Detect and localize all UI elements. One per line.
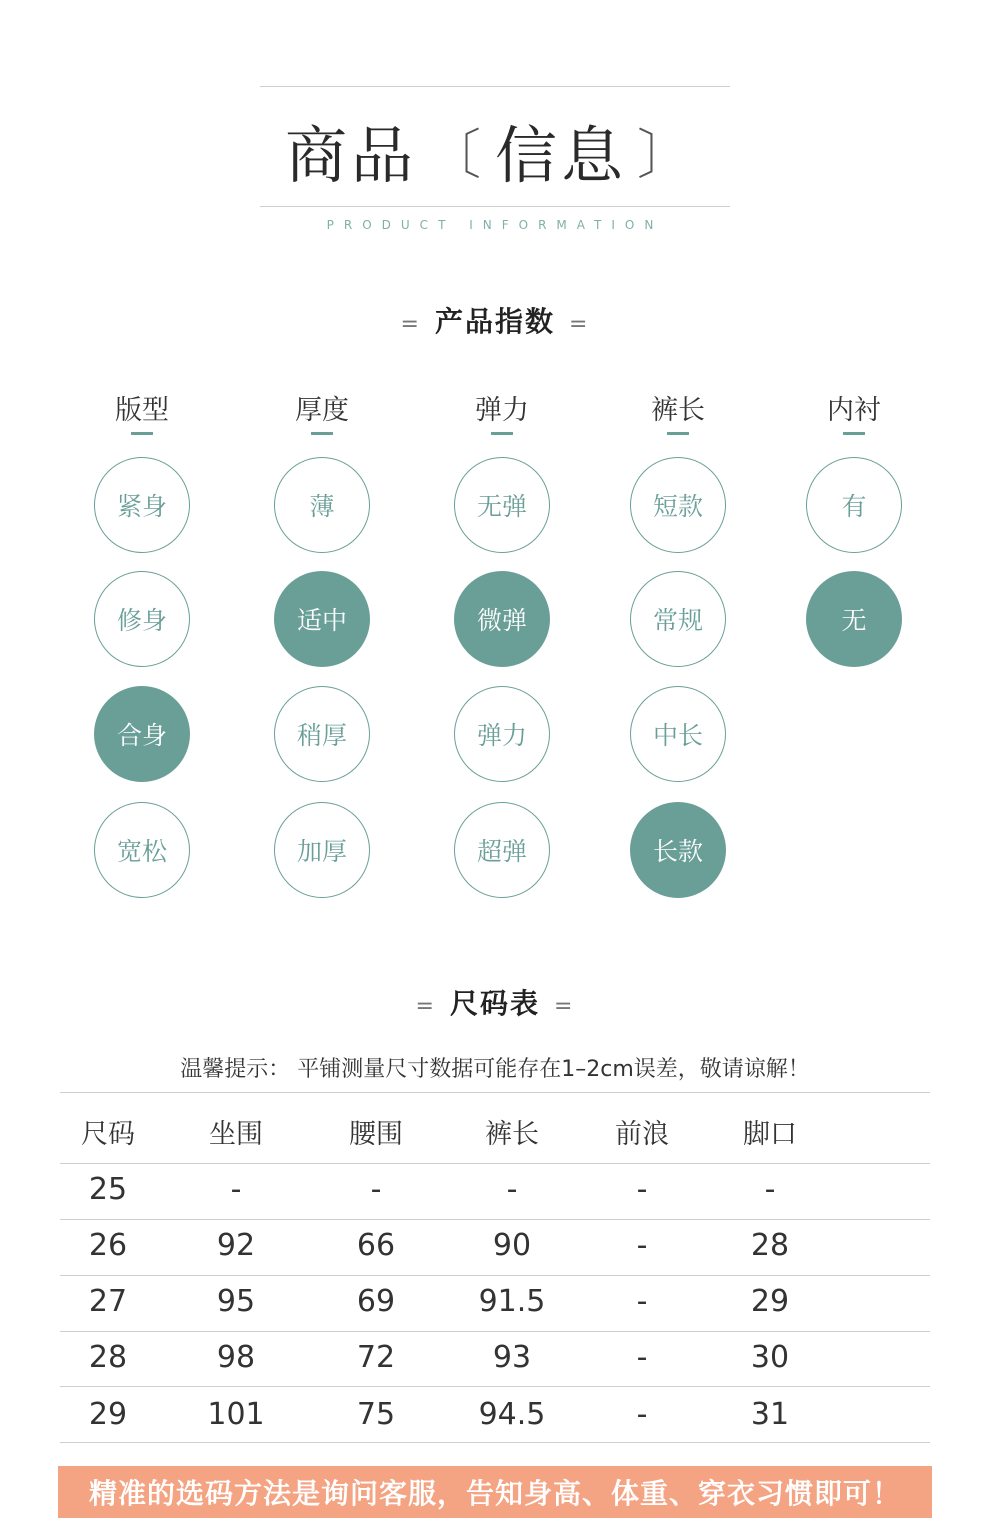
table-cell: 66 xyxy=(356,1228,396,1263)
title-right: 信息 xyxy=(495,118,628,192)
table-cell: - xyxy=(636,1284,648,1319)
table-cell: - xyxy=(506,1172,518,1207)
table-rule xyxy=(60,1331,930,1332)
header-top-rule xyxy=(260,86,730,87)
table-rule xyxy=(60,1386,930,1387)
table-cell: 30 xyxy=(750,1340,790,1375)
table-cell: 27 xyxy=(88,1284,128,1319)
size-heading-eq-right: = xyxy=(554,994,575,1019)
table-header-cell: 前浪 xyxy=(615,1119,669,1150)
table-cell: 26 xyxy=(88,1228,128,1263)
index-column-title: 厚度 xyxy=(295,395,349,426)
index-option: 修身 xyxy=(94,571,190,667)
index-option: 薄 xyxy=(274,457,370,553)
table-cell: 95 xyxy=(216,1284,256,1319)
table-cell: - xyxy=(636,1172,648,1207)
index-option-selected: 合身 xyxy=(94,686,190,782)
index-option-selected: 适中 xyxy=(274,571,370,667)
table-cell: 29 xyxy=(750,1284,790,1319)
index-option: 短款 xyxy=(630,457,726,553)
index-column-title: 弹力 xyxy=(475,395,529,426)
bracket-close: 〕 xyxy=(637,122,696,186)
table-cell: 29 xyxy=(88,1397,128,1432)
index-option: 紧身 xyxy=(94,457,190,553)
index-option: 稍厚 xyxy=(274,686,370,782)
table-rule xyxy=(60,1163,930,1164)
index-column-title: 版型 xyxy=(115,395,169,426)
heading-eq-left: = xyxy=(400,312,421,337)
table-cell: - xyxy=(370,1172,382,1207)
index-column-title: 内衬 xyxy=(827,395,881,426)
table-header-cell: 尺码 xyxy=(81,1119,135,1150)
table-cell: 90 xyxy=(492,1228,532,1263)
index-column-title: 裤长 xyxy=(651,395,705,426)
index-heading-text: 产品指数 xyxy=(434,305,555,338)
index-column-underline xyxy=(843,432,865,435)
index-section-heading xyxy=(0,300,990,340)
size-heading-text: 尺码表 xyxy=(449,987,540,1020)
table-cell: - xyxy=(230,1172,242,1207)
table-cell: 75 xyxy=(356,1397,396,1432)
title-left: 商品 xyxy=(284,118,417,192)
index-option-selected: 长款 xyxy=(630,802,726,898)
table-cell: - xyxy=(636,1340,648,1375)
table-cell: 69 xyxy=(356,1284,396,1319)
index-option-selected: 微弹 xyxy=(454,571,550,667)
index-option: 中长 xyxy=(630,686,726,782)
header-bottom-rule xyxy=(260,206,730,207)
index-option: 无弹 xyxy=(454,457,550,553)
table-cell: 31 xyxy=(750,1397,790,1432)
table-cell: 28 xyxy=(88,1340,128,1375)
table-header-cell: 脚口 xyxy=(743,1119,797,1150)
table-rule xyxy=(60,1275,930,1276)
table-cell: 101 xyxy=(207,1397,265,1432)
heading-eq-right: = xyxy=(569,312,590,337)
bracket-open: 〔 xyxy=(427,122,485,186)
table-cell: 93 xyxy=(492,1340,532,1375)
table-cell: - xyxy=(636,1397,648,1432)
table-cell: 28 xyxy=(750,1228,790,1263)
table-cell: - xyxy=(764,1172,776,1207)
index-option: 超弹 xyxy=(454,802,550,898)
index-option: 有 xyxy=(806,457,902,553)
index-column-underline xyxy=(311,432,333,435)
table-header-cell: 裤长 xyxy=(485,1119,539,1150)
index-option: 弹力 xyxy=(454,686,550,782)
index-column-underline xyxy=(491,432,513,435)
index-column-underline xyxy=(667,432,689,435)
index-option-selected: 无 xyxy=(806,571,902,667)
table-rule xyxy=(60,1442,930,1443)
measurement-tip: 温馨提示： 平铺测量尺寸数据可能存在1–2cm误差，敬请谅解！ xyxy=(180,1057,810,1082)
index-option: 加厚 xyxy=(274,802,370,898)
size-heading-eq-left: = xyxy=(415,994,436,1019)
table-cell: 25 xyxy=(88,1172,128,1207)
table-header-cell: 腰围 xyxy=(349,1119,403,1150)
size-section-heading xyxy=(0,982,990,1022)
table-cell: 72 xyxy=(356,1340,396,1375)
index-column-underline xyxy=(131,432,153,435)
table-rule xyxy=(60,1092,930,1093)
table-cell: - xyxy=(636,1228,648,1263)
table-cell: 94.5 xyxy=(478,1397,546,1432)
page-title xyxy=(0,110,990,190)
index-option: 宽松 xyxy=(94,802,190,898)
table-header-cell: 坐围 xyxy=(209,1119,263,1150)
table-cell: 91.5 xyxy=(478,1284,546,1319)
page-subtitle: PRODUCT INFORMATION xyxy=(326,218,664,232)
index-option: 常规 xyxy=(630,571,726,667)
table-cell: 98 xyxy=(216,1340,256,1375)
table-cell: 92 xyxy=(216,1228,256,1263)
table-rule xyxy=(60,1219,930,1220)
size-advice-banner: 精准的选码方法是询问客服，告知身高、体重、穿衣习惯即可！ xyxy=(58,1466,932,1518)
